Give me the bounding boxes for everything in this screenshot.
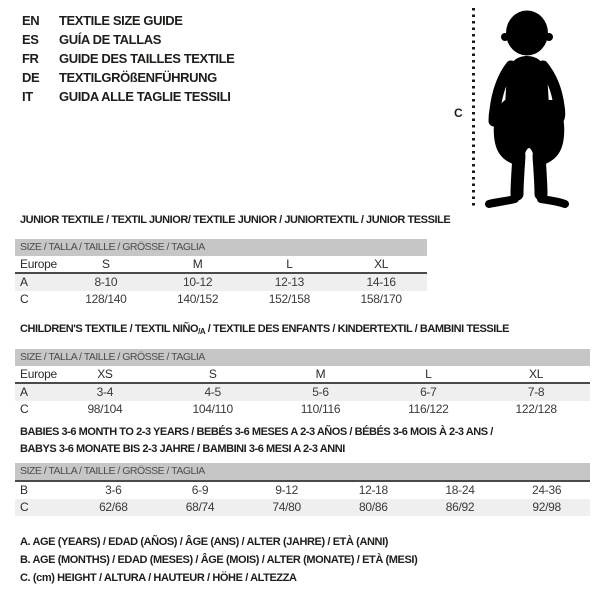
babies-section-title <box>20 424 493 458</box>
cell-value: 5-6 <box>312 385 329 399</box>
size-header-label: SIZE / TALLA / TAILLE / GRÖSSE / TAGLIA <box>20 465 205 477</box>
table-row-height <box>15 499 590 516</box>
size-col: XL <box>529 367 544 381</box>
language-row <box>22 30 234 49</box>
cell-value: 3-4 <box>96 385 114 399</box>
cell-value: 140/152 <box>176 292 219 306</box>
row-label: A <box>20 275 28 289</box>
cell-value: 3-6 <box>105 483 122 497</box>
size-header-label: SIZE / TALLA / TAILLE / GRÖSSE / TAGLIA <box>20 241 205 253</box>
cell-value: 116/122 <box>408 402 449 416</box>
cell-value: 62/68 <box>99 500 128 514</box>
cell-value: 80/86 <box>359 500 388 514</box>
cell-value: 98/104 <box>87 402 123 416</box>
language-label: TEXTILE SIZE GUIDE <box>59 13 183 28</box>
language-label: GUIDE DES TAILLES TEXTILE <box>59 51 235 66</box>
table-row-height <box>15 401 590 418</box>
cell-value: 10-12 <box>183 275 213 289</box>
footnote-a: A. AGE (YEARS) / EDAD (AÑOS) / ÂGE (ANS) / ALTER (JAHRE) / ETÀ (ANNI) <box>20 536 388 548</box>
row-label: C <box>20 402 29 416</box>
children-section-title <box>20 321 509 340</box>
cell-value: 110/116 <box>300 402 341 416</box>
language-list <box>22 11 234 106</box>
table-row-age <box>15 274 427 291</box>
cell-value: 12-18 <box>358 483 388 497</box>
size-col: M <box>315 367 326 381</box>
cell-value: 128/140 <box>85 292 127 306</box>
language-label: TEXTILGRÖßENFÜHRUNG <box>59 70 217 85</box>
children-title-suffix: / TEXTILE DES ENFANTS / KINDERTEXTIL / BAMBINI TESSILE <box>205 323 510 335</box>
language-code: FR <box>22 51 39 66</box>
cell-value: 12-13 <box>274 275 304 289</box>
cell-value: 92/98 <box>532 500 561 514</box>
junior-size-table <box>15 239 427 308</box>
language-code: EN <box>22 13 40 28</box>
table-row-age-months <box>15 482 590 499</box>
height-measure-dotted-line <box>472 8 475 206</box>
cell-value: 6-9 <box>191 483 209 497</box>
language-row <box>22 49 234 68</box>
table-row-height <box>15 291 427 308</box>
footnote-legend <box>20 533 417 587</box>
junior-section-title: JUNIOR TEXTILE / TEXTIL JUNIOR/ TEXTILE JUNIOR / JUNIORTEXTIL / JUNIOR TESSILE <box>20 214 451 226</box>
babies-size-table <box>15 463 590 516</box>
language-row <box>22 68 234 87</box>
size-header-bar <box>15 239 427 256</box>
row-label: C <box>20 292 29 306</box>
size-col: M <box>192 257 203 271</box>
table-row-age <box>15 384 590 401</box>
row-label: Europe <box>20 257 57 271</box>
cell-value: 18-24 <box>445 483 475 497</box>
cell-value: 6-7 <box>420 385 437 399</box>
language-label: GUIDA ALLE TAGLIE TESSILI <box>59 89 231 104</box>
height-measure-label: C <box>454 106 463 120</box>
cell-value: 7-8 <box>527 385 545 399</box>
row-label: B <box>20 483 28 497</box>
cell-value: 152/158 <box>268 292 311 306</box>
cell-value: 4-5 <box>204 385 221 399</box>
children-title-sub: /A <box>198 327 206 336</box>
cell-value: 14-16 <box>366 275 396 289</box>
cell-value: 122/128 <box>515 402 557 416</box>
size-col: XL <box>374 257 389 271</box>
cell-value: 8-10 <box>94 275 118 289</box>
language-code: IT <box>22 89 33 104</box>
size-col: L <box>286 257 293 271</box>
row-label: Europe <box>20 367 57 381</box>
size-col: L <box>425 367 432 381</box>
cell-value: 24-36 <box>532 483 562 497</box>
language-code: DE <box>22 70 40 85</box>
children-size-table <box>15 349 590 418</box>
children-title-prefix: CHILDREN'S TEXTILE / TEXTIL NIÑO <box>20 323 199 335</box>
cell-value: 9-12 <box>275 483 299 497</box>
table-row-europe <box>15 366 590 384</box>
language-row <box>22 87 234 106</box>
babies-title-line1: BABIES 3-6 MONTH TO 2-3 YEARS / BEBÉS 3-6 MESES A 2-3 AÑOS / BÉBÉS 3-6 MOIS À 2-3 ANS / <box>20 426 493 438</box>
size-col: XS <box>97 367 113 381</box>
cell-value: 104/110 <box>192 402 233 416</box>
cell-value: 86/92 <box>445 500 475 514</box>
size-header-bar <box>15 463 590 482</box>
size-header-label: SIZE / TALLA / TAILLE / GRÖSSE / TAGLIA <box>20 351 205 363</box>
table-row-europe <box>15 256 427 274</box>
language-row <box>22 11 234 30</box>
footnote-c: C. (cm) HEIGHT / ALTURA / HAUTEUR / HÖHE / ALTEZZA <box>20 572 297 584</box>
cell-value: 68/74 <box>185 500 215 514</box>
baby-silhouette-icon <box>481 4 599 209</box>
row-label: C <box>20 500 29 514</box>
cell-value: 158/170 <box>360 292 402 306</box>
size-col: S <box>208 367 217 381</box>
size-col: S <box>102 257 110 271</box>
footnote-b: B. AGE (MONTHS) / EDAD (MESES) / ÂGE (MOIS) / ALTER (MONATE) / ETÀ (MESI) <box>20 554 418 566</box>
babies-title-line2: BABYS 3-6 MONATE BIS 2-3 JAHRE / BAMBINI 3-6 MESI A 2-3 ANNI <box>20 443 345 455</box>
language-label: GUÍA DE TALLAS <box>59 32 162 47</box>
size-header-bar <box>15 349 590 366</box>
language-code: ES <box>22 32 39 47</box>
row-label: A <box>20 385 28 399</box>
cell-value: 74/80 <box>272 500 301 514</box>
